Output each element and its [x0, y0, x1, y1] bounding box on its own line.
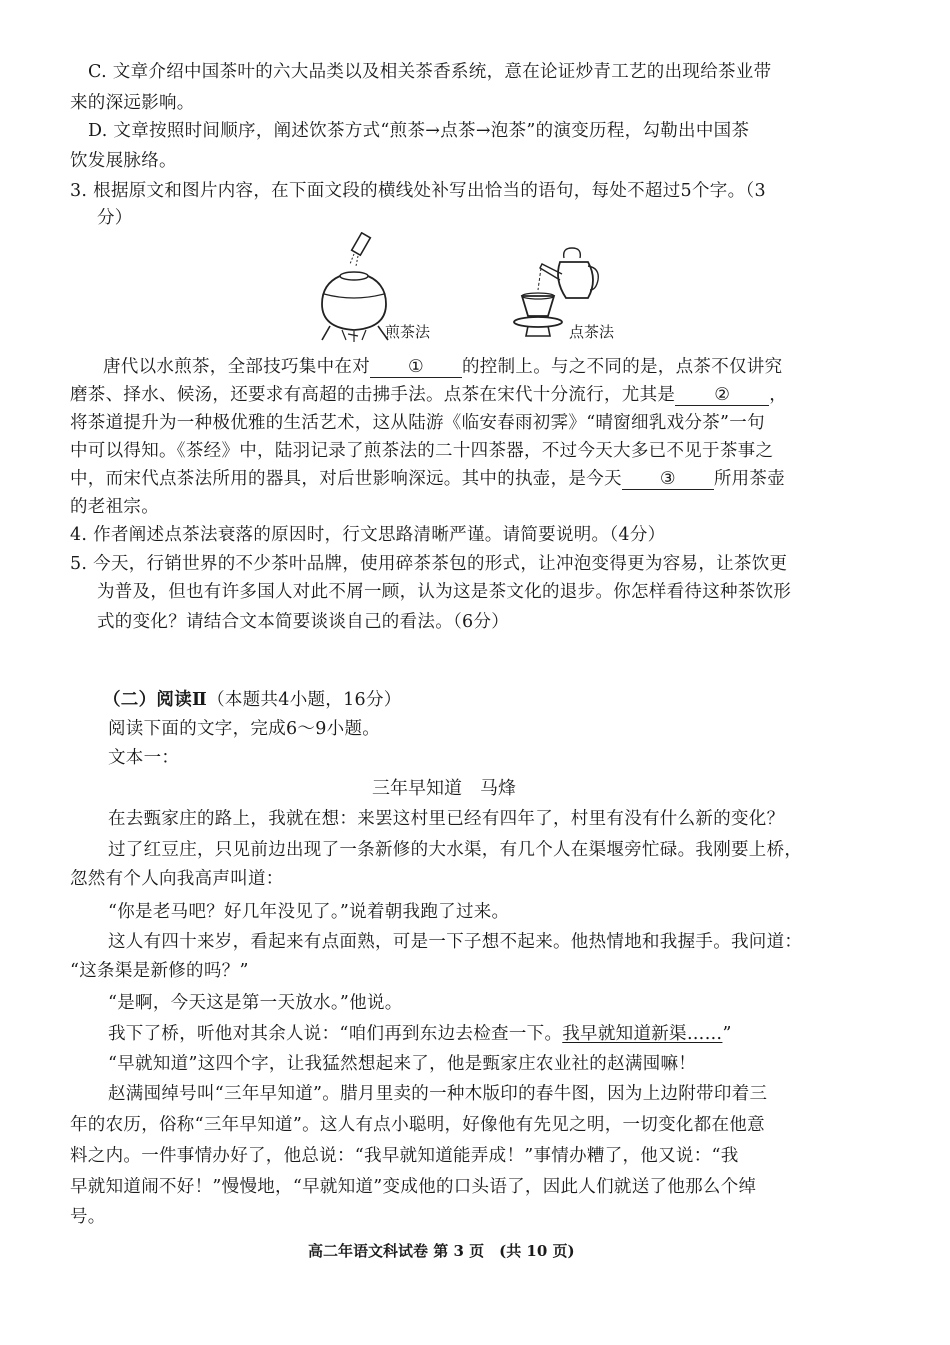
story-paragraph: 过了红豆庄，只见前边出现了一条新修的大水渠，有几个人在渠堰旁忙碌。我刚要上桥， [108, 840, 803, 860]
fill-text-segment: 中，而宋代点茶法所用的器具，对后世影响深远。其中的执壶，是今天 [70, 469, 622, 489]
question-5-line1: 5. 今天，行销世界的不少茶叶品牌，使用碎茶茶包的形式，让冲泡变得更为容易，让茶饮更 [70, 554, 788, 574]
story-paragraph: “这条渠是新修的吗？” [70, 961, 249, 981]
boiling-method-label: 煎茶法 [385, 323, 431, 341]
fill-paragraph-line4: 中可以得知。《茶经》中，陆羽记录了煎茶法的二十四茶器，不过今天大多已不见于茶事之 [70, 441, 774, 461]
question-4: 4. 作者阐述点茶法衰落的原因时，行文思路清晰严谨。请简要说明。（4分） [70, 525, 666, 545]
story-paragraph: “早就知道”这四个字，让我猛然想起来了，他是甄家庄农业社的赵满囤嘛！ [108, 1054, 697, 1074]
story-paragraph: 在去甄家庄的路上，我就在想：来罢这村里已经有四年了，村里有没有什么新的变化？ [108, 809, 785, 829]
option-d-line2: 饮发展脉络。 [70, 151, 177, 171]
fill-text-segment: 的控制上。与之不同的是，点茶不仅讲究 [462, 357, 783, 377]
quote-close: ” [722, 1024, 732, 1044]
question-3-line2: 分） [97, 208, 133, 228]
text-one-label: 文本一： [108, 748, 180, 768]
story-title: 三年早知道 马烽 [372, 778, 516, 799]
fill-paragraph-line6: 的老祖宗。 [70, 497, 159, 517]
fill-paragraph-line5 [70, 468, 785, 490]
fill-paragraph-line3: 将茶道提升为一种极优雅的生活艺术，这从陆游《临安春雨初霁》“晴窗细乳戏分茶”一句 [70, 413, 765, 433]
question-5-line2: 为普及，但也有许多国人对此不屑一顾，认为这是茶文化的退步。你怎样看待这种茶饮形 [97, 582, 792, 602]
underlined-quote: 我早就知道新渠…… [562, 1024, 723, 1044]
section-2-heading [103, 689, 402, 711]
story-paragraph-quote [108, 1023, 732, 1045]
option-c-line2: 来的深远影响。 [70, 93, 195, 113]
story-paragraph: 忽然有个人向我高声叫道： [70, 869, 284, 889]
story-paragraph: 号。 [70, 1207, 106, 1227]
blank-2[interactable]: ② [675, 385, 769, 406]
story-paragraph: 料之内。一件事情办好了，他总说：“我早就知道能弄成！”事情办糟了，他又说：“我 [70, 1146, 739, 1166]
section-2-instruction: 阅读下面的文字，完成6～9小题。 [108, 719, 381, 739]
question-3-line1: 3. 根据原文和图片内容，在下面文段的横线处补写出恰当的语句，每处不超过5个字。（3 [70, 181, 766, 201]
fill-text-segment: 磨茶、择水、候汤，还要求有高超的击拂手法。点茶在宋代十分流行，尤其是 [70, 385, 676, 405]
story-paragraph: “你是老马吧？好几年没见了。”说着朝我跑了过来。 [108, 902, 510, 922]
story-paragraph: “是啊，今天这是第一天放水。”他说。 [108, 993, 403, 1013]
fill-text-segment: ， [769, 385, 788, 405]
story-paragraph: 早就知道闹不好！”慢慢地，“早就知道”变成他的口头语了，因此人们就送了他那么个绰 [70, 1177, 757, 1197]
story-paragraph: 年的农历，俗称“三年早知道”。这人有点小聪明，好像他有先见之明，一切变化都在他意 [70, 1115, 765, 1135]
fill-paragraph-line2 [70, 384, 787, 406]
option-c-line1: C. 文章介绍中国茶叶的六大品类以及相关茶香系统，意在论证炒青工艺的出现给茶业带 [88, 62, 772, 82]
section-2-heading-note: （本题共4小题，16分） [207, 690, 402, 710]
story-paragraph: 赵满囤绰号叫“三年早知道”。腊月里卖的一种木版印的春牛图，因为上边附带印着三 [108, 1084, 768, 1104]
option-d-line1: D. 文章按照时间顺序，阐述饮茶方式“煎茶→点茶→泡茶”的演变历程，勾勒出中国茶 [88, 121, 750, 141]
fill-text-segment: 所用茶壶 [713, 469, 786, 489]
fill-paragraph-line1 [103, 356, 782, 378]
page-footer: 高二年语文科试卷 第 3 页 (共 10 页) [308, 1242, 575, 1260]
blank-1[interactable]: ① [370, 357, 462, 378]
question-5-line3: 式的变化？请结合文本简要谈谈自己的看法。（6分） [97, 612, 510, 632]
whisking-method-label: 点茶法 [569, 323, 615, 341]
blank-3[interactable]: ③ [622, 469, 714, 490]
story-paragraph: 这人有四十来岁，看起来有点面熟，可是一下子想不起来。他热情地和我握手。我问道： [108, 932, 803, 952]
quote-text: 我下了桥，听他对其余人说：“咱们再到东边去检查一下。 [108, 1024, 563, 1044]
fill-text-segment: 唐代以水煎茶，全部技巧集中在对 [103, 357, 370, 377]
section-2-heading-text: （二）阅读Ⅱ [103, 690, 208, 710]
